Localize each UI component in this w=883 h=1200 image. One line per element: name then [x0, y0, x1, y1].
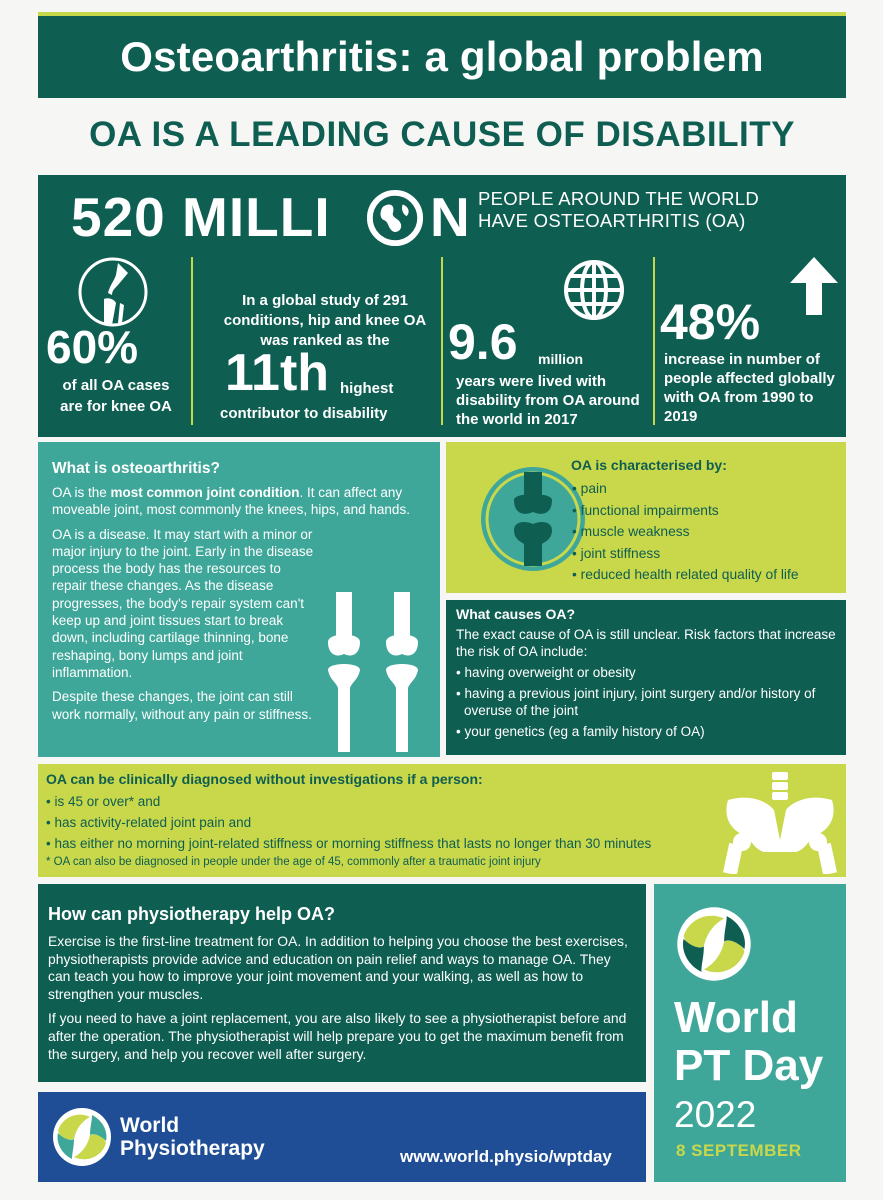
- knee-joint-icon: [78, 255, 148, 330]
- page-subtitle: OA IS A LEADING CAUSE OF DISABILITY: [89, 115, 795, 154]
- rank-suffix: highest: [340, 380, 394, 397]
- what-paragraph-3: Despite these changes, the joint can still work normally, without any pain or stiffness.: [52, 689, 312, 722]
- list-item: • pain: [572, 478, 799, 500]
- globe-icon: [366, 189, 424, 247]
- rank-caption: contributor to disability: [220, 405, 388, 422]
- pt-day-date: 8 SEPTEMBER: [676, 1141, 802, 1160]
- years-caption: years were lived with disability from OA around the world in 2017: [456, 373, 640, 428]
- world-physiotherapy-logo: [52, 1107, 112, 1167]
- list-item: • joint stiffness: [572, 543, 799, 565]
- list-item: • has activity-related joint pain and: [46, 812, 838, 833]
- pt-day-year: 2022: [674, 1094, 757, 1135]
- column-divider: [441, 257, 443, 425]
- world-pt-day-panel: [654, 884, 846, 1182]
- increase-value: 48%: [660, 294, 761, 350]
- list-item: • is 45 or over* and: [46, 791, 838, 812]
- list-item: • having overweight or obesity: [456, 664, 836, 681]
- title-banner: [38, 16, 846, 98]
- stats-panel: [38, 175, 846, 437]
- increase-caption: increase in number of people affected globally with OA from 1990 to 2019: [664, 351, 835, 425]
- physio-paragraph-1: Exercise is the first-line treatment for OA. In addition to helping you choose the best exercises, physiotherapists provide advice and education on pain relief and ways to manage OA. They can teach you how to improve your joint movement and your walking, as well as how to strengthen your muscles.: [48, 933, 628, 1002]
- what-paragraph-2: OA is a disease. It may start with a minor or major injury to the joint. Early in the disease process the body has the resources to repair these changes. As the disease progresses, the body's repair system can't keep up and joint tissues start to break down, including cartilage thinning, bone reshaping, bony lumps and joint inflammation.: [52, 526, 314, 680]
- list-item: • functional impairments: [572, 500, 799, 522]
- list-item: • your genetics (eg a family history of OA): [456, 723, 836, 740]
- pt-day-title: World PT Day: [674, 993, 824, 1090]
- logo-wordmark: World Physiotherapy: [120, 1114, 265, 1160]
- list-item: • has either no morning joint-related stiffness or morning stiffness that lasts no longer than 30 minutes: [46, 833, 838, 854]
- footer-bar: [38, 1092, 646, 1182]
- headline-number: 520 MILLI: [71, 186, 331, 248]
- website-link[interactable]: www.world.physio/wptday: [400, 1147, 612, 1166]
- world-grid-icon: [563, 259, 625, 321]
- causes-intro: The exact cause of OA is still unclear. Risk factors that increase the risk of OA include:: [456, 627, 836, 660]
- list-item: • muscle weakness: [572, 521, 799, 543]
- causes-list: [456, 664, 836, 741]
- characterised-list: [572, 478, 799, 586]
- what-heading: What is osteoarthritis?: [52, 460, 220, 477]
- what-is-oa-panel: [38, 442, 440, 757]
- knee-caption: of all OA cases are for knee OA: [60, 377, 172, 415]
- years-value: 9.6: [448, 314, 518, 370]
- knee-bones-icon: [324, 592, 434, 752]
- what-paragraph-1: OA is the most common joint condition. It can affect any moveable joint, most commonly the knees, hips, and hands.: [52, 485, 410, 518]
- causes-panel: [446, 600, 846, 755]
- rank-intro: In a global study of 291 conditions, hip and knee OA was ranked as the: [223, 292, 427, 349]
- world-pt-day-logo: [676, 906, 752, 982]
- diagnosis-panel: [38, 764, 846, 877]
- causes-heading: What causes OA?: [456, 606, 576, 622]
- characterised-panel: [446, 442, 846, 593]
- years-unit: million: [538, 351, 584, 367]
- list-item: • having a previous joint injury, joint surgery and/or history of overuse of the joint: [456, 685, 836, 720]
- diagnosis-footnote: * OA can also be diagnosed in people under the age of 45, commonly after a traumatic joint injury: [46, 856, 541, 868]
- up-arrow-icon: [790, 257, 838, 315]
- column-divider: [191, 257, 193, 425]
- list-item: • reduced health related quality of life: [572, 564, 799, 586]
- physio-paragraph-2: If you need to have a joint replacement, you are also likely to see a physiotherapist before and after the operation. The physiotherapist will help prepare you to get the maximum benefit from the surgery, and help you recover well after surgery.: [48, 1010, 627, 1062]
- headline-caption: PEOPLE AROUND THE WORLD HAVE OSTEOARTHRITIS (OA): [478, 188, 760, 231]
- page-title: Osteoarthritis: a global problem: [120, 33, 764, 80]
- characterised-heading: OA is characterised by:: [571, 457, 727, 473]
- physio-heading: How can physiotherapy help OA?: [48, 904, 336, 924]
- knee-percentage: 60%: [46, 321, 139, 373]
- rank-value: 11th: [225, 344, 330, 402]
- physiotherapy-panel: [38, 884, 646, 1082]
- headline-letter-n: N: [430, 186, 470, 248]
- pelvis-icon: [718, 770, 842, 874]
- diagnosis-heading: OA can be clinically diagnosed without investigations if a person:: [46, 771, 483, 787]
